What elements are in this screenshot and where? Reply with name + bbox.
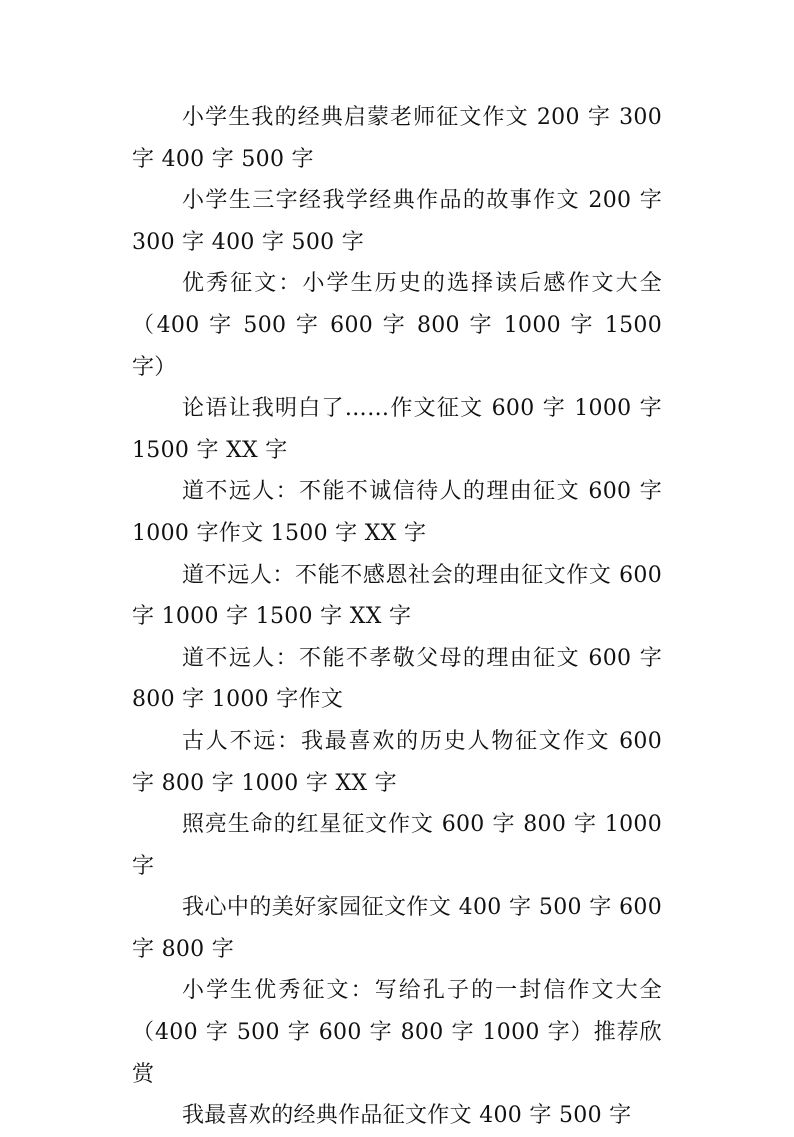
list-item: 优秀征文：小学生历史的选择读后感作文大全（400 字 500 字 600 字 800 字 1000 字 1500 字）	[132, 271, 662, 380]
list-item: 古人不远：我最喜欢的历史人物征文作文 600 字 800 字 1000 字 XX 字	[132, 728, 662, 796]
list-item: 我心中的美好家园征文作文 400 字 500 字 600 字 800 字	[132, 895, 662, 962]
list-item: 道不远人：不能不感恩社会的理由征文作文 600 字 1000 字 1500 字 XX 字	[132, 562, 662, 630]
list-item: 道不远人：不能不诚信待人的理由征文 600 字 1000 字作文 1500 字 XX 字	[132, 479, 662, 546]
list-item: 我最喜欢的经典作品征文作文 400 字 500 字	[182, 1103, 632, 1129]
list-item: 道不远人：不能不孝敬父母的理由征文 600 字 800 字 1000 字作文	[132, 645, 662, 713]
list-item: 论语让我明白了……作文征文 600 字 1000 字 1500 字 XX 字	[132, 396, 662, 463]
list-item: 小学生优秀征文：写给孔子的一封信作文大全（400 字 500 字 600 字 800 字 1000 字）推荐欣赏	[132, 978, 662, 1087]
list-item: 小学生三字经我学经典作品的故事作文 200 字 300 字 400 字 500 字	[132, 188, 662, 255]
document-body	[132, 97, 662, 1137]
list-item: 照亮生命的红星征文作文 600 字 800 字 1000 字	[132, 812, 662, 879]
list-item: 小学生我的经典启蒙老师征文作文 200 字 300 字 400 字 500 字	[132, 105, 662, 172]
